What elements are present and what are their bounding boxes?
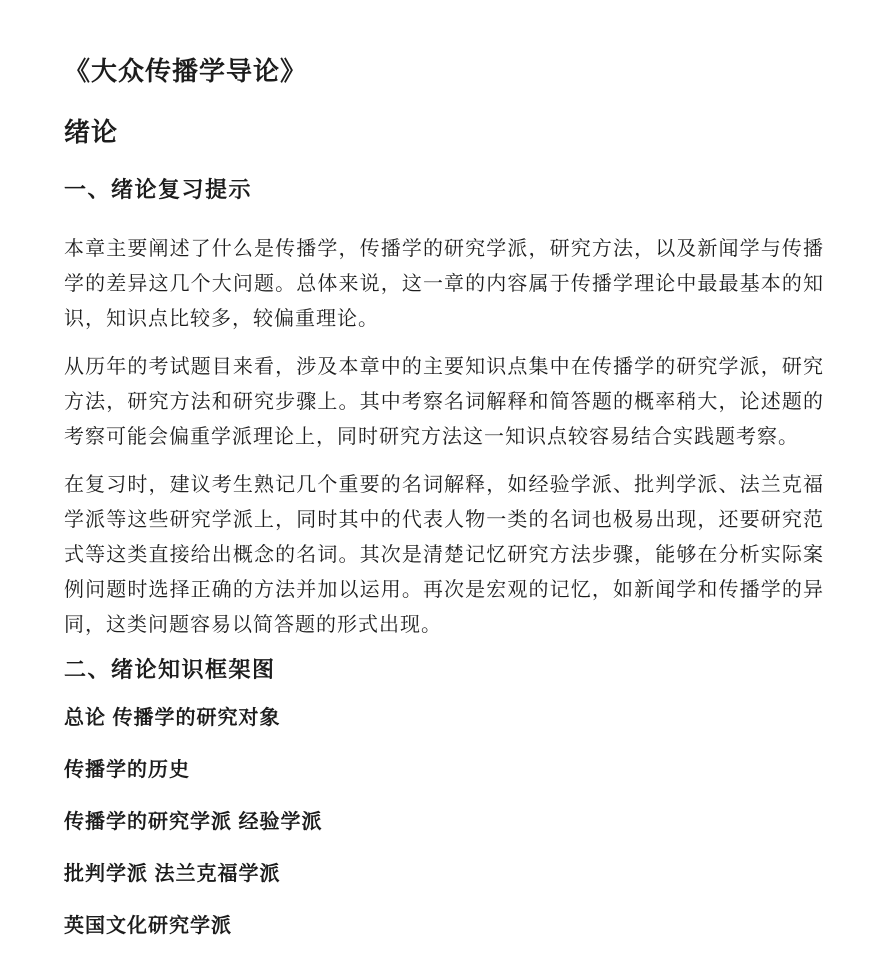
paragraph-review-advice: 在复习时，建议考生熟记几个重要的名词解释，如经验学派、批判学派、法兰克福学派等这些研究学派上，同时其中的代表人物一类的名词也极易出现，还要研究范式等这类直接给出概念的名词。其次是清楚记忆研究方法步骤，能够在分析实际案例问题时选择正确的方法并加以运用。再次是宏观的记忆，如新闻学和传播学的异同，这类问题容易以简答题的形式出现。 xyxy=(64,474,824,636)
framework-item-british-cultural-school: 英国文化研究学派 xyxy=(64,915,232,937)
chapter-title: 绪论 xyxy=(64,117,119,147)
paragraph-overview: 本章主要阐述了什么是传播学，传播学的研究学派，研究方法，以及新闻学与传播学的差异这几个大问题。总体来说，这一章的内容属于传播学理论中最最基本的知识，知识点比较多，较偏重理论。 xyxy=(64,238,824,330)
section-heading-review-tips: 一、绪论复习提示 xyxy=(64,177,253,202)
framework-item-research-object: 总论 传播学的研究对象 xyxy=(64,707,281,729)
framework-item-history: 传播学的历史 xyxy=(64,759,190,781)
doc-title: 《大众传播学导论》 xyxy=(64,56,308,86)
paragraph-exam-history: 从历年的考试题目来看，涉及本章中的主要知识点集中在传播学的研究学派，研究方法，研究方法和研究步骤上。其中考察名词解释和简答题的概率稍大，论述题的考察可能会偏重学派理论上，同时研究方法这一知识点较容易结合实践题考察。 xyxy=(64,356,824,448)
framework-item-critical-school: 批判学派 法兰克福学派 xyxy=(64,863,281,885)
framework-item-empirical-school: 传播学的研究学派 经验学派 xyxy=(64,811,323,833)
section-heading-knowledge-framework: 二、绪论知识框架图 xyxy=(64,657,276,682)
